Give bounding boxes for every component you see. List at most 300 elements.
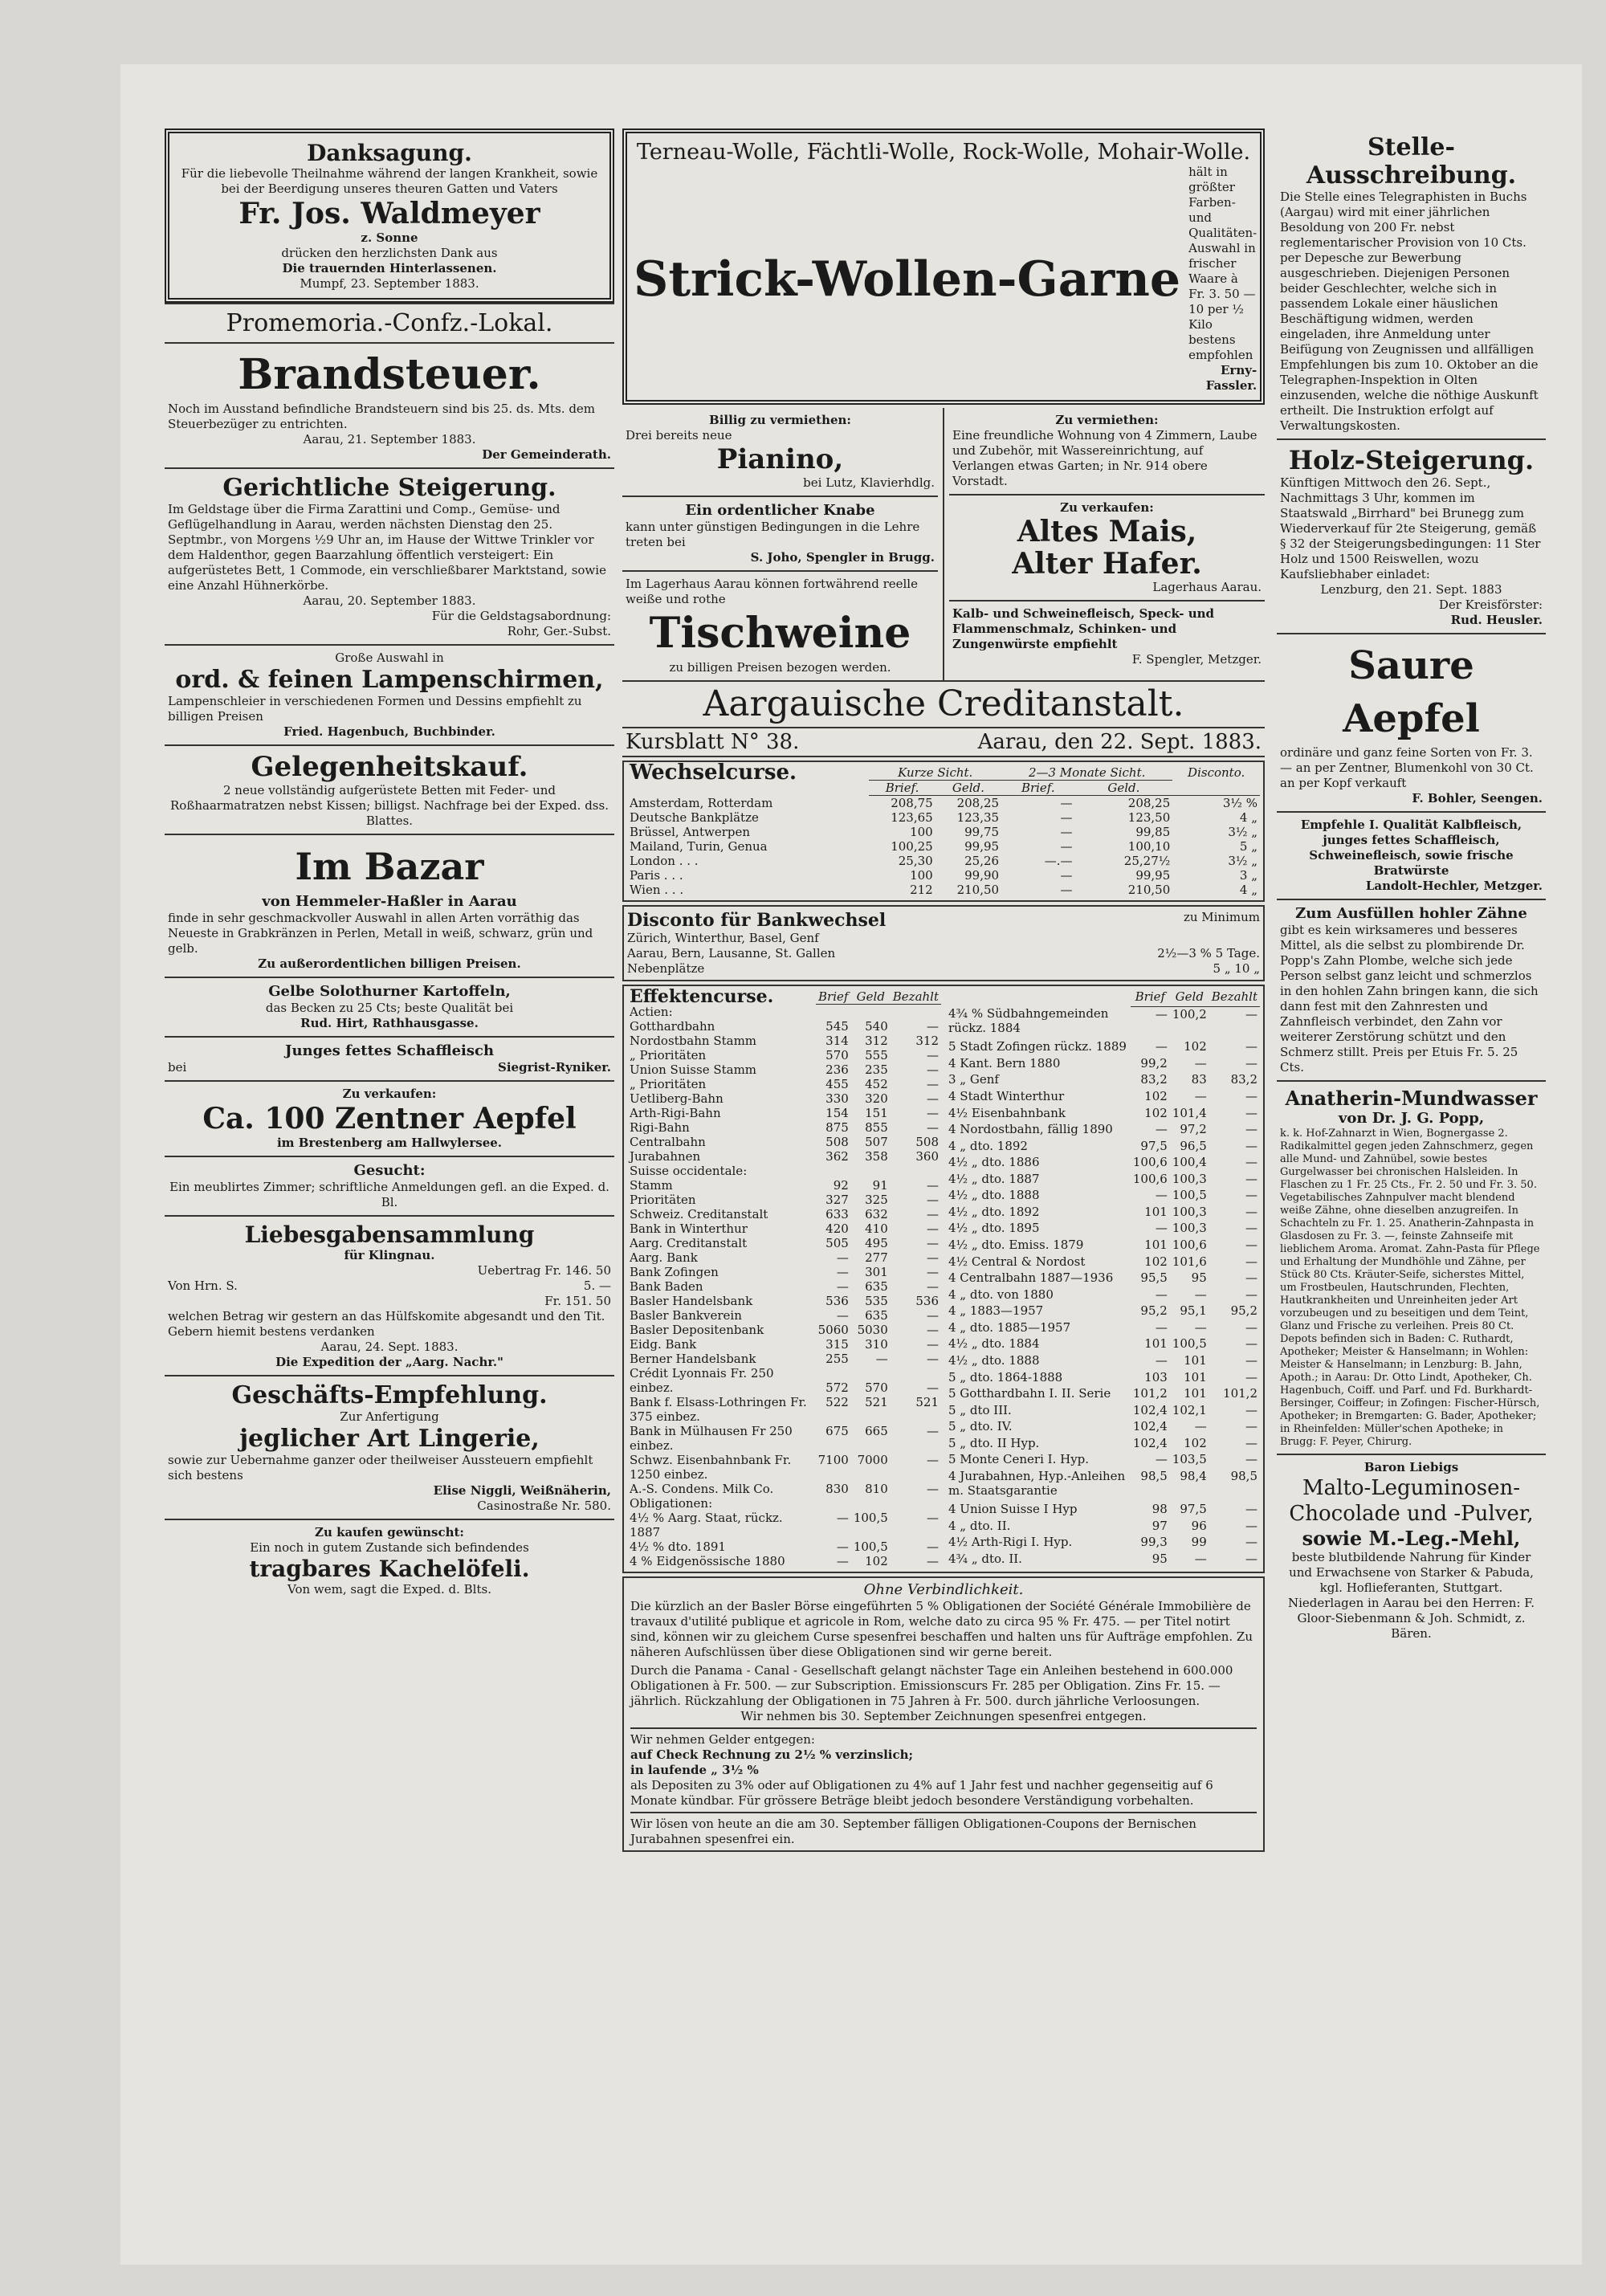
effekt-left-cell: Crédit Lyonnais Fr. 250 — [630, 1365, 774, 1380]
wechsel-cell: Amsterdam, Rotterdam — [630, 795, 773, 810]
tisch-foot: zu billigen Preisen bezogen werden. — [669, 660, 891, 675]
effekt-right-row — [946, 1155, 1260, 1172]
effekt-left-cell: — — [927, 1264, 939, 1279]
brand-date: Aarau, 21. September 1883. — [303, 432, 476, 447]
effekt-right-cell: — — [1155, 1006, 1168, 1022]
wechsel-cell: 25,30 — [898, 854, 933, 868]
kartoffeln-sign: Rud. Hirt, Rathhausgasse. — [300, 1016, 479, 1030]
disc-min: zu Minimum — [1183, 910, 1260, 924]
effekt-right-row — [946, 1436, 1260, 1453]
mais-title1: Altes Mais, — [1017, 515, 1197, 549]
effekt-right-cell: 100,4 — [1172, 1155, 1207, 1170]
tisch-title: Tischweine — [649, 609, 911, 658]
effekt-right-row — [946, 1139, 1260, 1156]
effekt-left-cell: 151 — [865, 1105, 888, 1120]
effekt-left-cell: Jurabahnen — [630, 1148, 701, 1164]
effekt-right-cell: 100,3 — [1172, 1171, 1207, 1186]
effekt-left-row — [627, 1120, 941, 1135]
ad-knabe — [622, 497, 938, 572]
effekt-right-row — [946, 1519, 1260, 1535]
effekt-left-row — [627, 1178, 941, 1193]
effekt-left-cell: 508 — [915, 1134, 939, 1149]
wechsel-cell: 210,50 — [1127, 883, 1171, 897]
ad-danksagung — [165, 128, 614, 303]
wechsel-cell: 3½ % — [1222, 796, 1257, 810]
effekt-left-row — [627, 1554, 941, 1568]
stelle-text: Die Stelle eines Telegraphisten in Buchs (Aargau) wird mit einer jährlichen Besoldung von 200 Fr. nebst reglementarischer Provision von 10 Cts. per Depesche zur Bewerbung ausgeschrieben. Diejenigen Personen beider Geschlechter, welche sich in passendem Lokale einer häuslichen Beschäftigung widmen, werden eingeladen, ihre Anmeldung unter Beifügung von Zeugnissen und allfälligen Empfehlungen bis zum 10. Oktober an die Telegraphen-Inspektion in Olten einzusenden, welche die nöthige Auskunft ertheilt. Die Instruktion erfolgt auf Verwaltungskosten. — [1280, 190, 1539, 433]
gericht-sign2: Rohr, Ger.-Subst. — [507, 624, 611, 638]
effekt-right-cell: 4½ „ dto. 1895 — [948, 1221, 1040, 1236]
effekt-left-cell: 635 — [865, 1279, 888, 1294]
effekt-left-row — [627, 1496, 941, 1511]
effekt-left-cell: 810 — [865, 1481, 888, 1496]
disc-r2: Aarau, Bern, Lausanne, St. Gallen — [627, 946, 836, 960]
effekt-right-cell: 95,1 — [1180, 1303, 1207, 1319]
effekt-right-cell: — — [1194, 1055, 1207, 1071]
effekt-left-cell: 92 — [833, 1177, 849, 1193]
small-ads-left — [622, 408, 944, 680]
effekt-right-cell: 97,5 — [1140, 1138, 1168, 1153]
effekt-left-cell: — — [927, 1192, 939, 1207]
effekt-left-row — [627, 1294, 941, 1308]
ad-gerichtliche-steigerung — [165, 469, 614, 646]
effekt-right-cell: 102,4 — [1132, 1435, 1168, 1450]
dank-date: Mumpf, 23. September 1883. — [300, 276, 479, 291]
effekt-right-cell: 4 Stadt Winterthur — [948, 1088, 1065, 1103]
ad-stelle-ausschreibung — [1277, 128, 1546, 440]
effekt-left-cell: 310 — [865, 1336, 888, 1352]
effekt-left-cell: 455 — [825, 1076, 849, 1091]
effekt-right-cell: — — [1194, 1319, 1207, 1335]
effekt-left-row — [627, 1279, 941, 1294]
effekt-left-cell: — — [927, 1307, 939, 1323]
effekt-left-cell: Eidg. Bank — [630, 1336, 697, 1352]
effekt-left-cell: Bank Zofingen — [630, 1264, 719, 1279]
effekt-left-cell: 100,5 — [853, 1510, 888, 1525]
effekt-right-cell: — — [1245, 1287, 1257, 1302]
effekt-left-row — [627, 1482, 941, 1496]
wechsel-cell: 3 „ — [1239, 868, 1257, 883]
wechsel-cell: 208,25 — [956, 796, 1000, 810]
effekt-right-cell: — — [1245, 1551, 1257, 1566]
effekt-left-cell: Nordostbahn Stamm — [630, 1033, 757, 1048]
effekt-left-cell: Basler Handelsbank — [630, 1293, 753, 1308]
effekt-right-cell: 4 „ dto. II. — [948, 1518, 1011, 1533]
wechsel-cell: 100 — [910, 825, 933, 839]
disc-r3: Nebenplätze — [627, 961, 705, 976]
effekt-left-cell: — — [927, 1423, 939, 1438]
wechsel-cell: Deutsche Bankplätze — [630, 810, 759, 825]
effekt-right-row — [946, 1336, 1260, 1353]
effekt-left-cell: 236 — [825, 1062, 849, 1077]
wechsel-row — [627, 796, 1260, 811]
effekt-left-cell: Obligationen: — [630, 1495, 713, 1511]
credit-kurs: Kursblatt N° 38. — [626, 730, 800, 754]
effekt-right-row — [946, 1254, 1260, 1271]
effekt-left-cell: 5030 — [857, 1322, 888, 1337]
effekt-right-row — [946, 1419, 1260, 1436]
effekt-left-cell: — — [927, 1279, 939, 1294]
effekt-right-cell: 96 — [1191, 1518, 1207, 1533]
piano-sign: bei Lutz, Klavierhdlg. — [803, 475, 935, 490]
wechsel-cell: — — [1060, 796, 1073, 810]
wechsel-cell: — — [1060, 825, 1073, 839]
wechsel-h-geld2: Geld. — [1074, 781, 1172, 796]
effekt-left-cell: — — [927, 1235, 939, 1250]
kachel-text: Ein noch in gutem Zustande sich befindendes — [250, 1540, 529, 1555]
effekt-left-cell: 315 — [825, 1336, 849, 1352]
kachel-title: tragbares Kachelöfeli. — [249, 1556, 530, 1582]
effekt-left-cell: — — [927, 1539, 939, 1554]
effekt-left-rows — [627, 1005, 941, 1568]
effekt-right-cell: 100,3 — [1172, 1204, 1207, 1219]
wechsel-cell: — — [1060, 868, 1073, 883]
effekt-right-row — [946, 1172, 1260, 1189]
wechsel-cell: — — [1060, 839, 1073, 854]
ad-kalbfleisch-spengler — [949, 602, 1265, 672]
effekt-left-row — [627, 1453, 941, 1482]
liebig-text: beste blutbildende Nahrung für Kinder und Erwachsene von Starker & Pabuda, kgl. Hoflieferanten, Stuttgart. — [1289, 1550, 1534, 1595]
effekt-left-cell: — — [927, 1047, 939, 1062]
effekt-left-cell: Actien: — [630, 1004, 673, 1019]
effekt-h-brief-r: Brief — [1131, 989, 1170, 1006]
ad-bazar — [165, 835, 614, 978]
wechsel-row — [627, 825, 1260, 839]
effekt-right-cell: 4 „ dto. von 1880 — [948, 1287, 1054, 1302]
effekt-left-cell — [816, 1496, 851, 1511]
wechsel-cell: — — [1060, 883, 1073, 897]
effekt-right-cell: 99,2 — [1140, 1055, 1168, 1071]
effekt-left-cell: — — [927, 1322, 939, 1337]
effekt-left-cell: Union Suisse Stamm — [630, 1062, 757, 1077]
effekt-right-cell: 5 „ dto. 1864-1888 — [948, 1369, 1063, 1385]
effekt-left-cell: 632 — [865, 1206, 888, 1221]
effekt-left-cell: — — [836, 1264, 849, 1279]
effekt-right-cell: — — [1245, 1435, 1257, 1450]
effekt-right-cell: 101 — [1184, 1386, 1207, 1401]
promemoria-text: Promemoria.-Confz.-Lokal. — [226, 309, 553, 337]
dank-title: Danksagung. — [307, 140, 472, 166]
effekt-h-bez-r: Bezahlt — [1209, 989, 1260, 1006]
knabe-sign: S. Joho, Spengler in Brugg. — [750, 550, 935, 565]
gesucht-text: Ein meublirtes Zimmer; schriftliche Anmeldungen gefl. an die Exped. d. Bl. — [169, 1180, 609, 1209]
effekt-right-cell: 83 — [1191, 1072, 1207, 1087]
effekt-left-cell: 536 — [825, 1293, 849, 1308]
effekt-left-cell — [891, 1366, 941, 1380]
wechsel-row — [627, 868, 1260, 883]
kalb-text: Empfehle I. Qualität Kalbfleisch, junges fettes Schaffleisch, Schweinefleisch, sowie frische Bratwürste — [1300, 818, 1522, 878]
wechsel-cell: —.— — [1044, 854, 1073, 868]
effekt-right-cell: 4¾ % Südbahngemeinden rückz. 1884 — [948, 1006, 1109, 1036]
wechsel-cell: 5 „ — [1239, 839, 1257, 854]
effekt-left-cell: 4 % Eidgenössische 1880 — [630, 1553, 785, 1568]
effekt-right-cell: 100,5 — [1172, 1336, 1207, 1352]
effekt-right-cell: — — [1245, 1088, 1257, 1103]
effekt-right-cell: 4¾ „ dto. II. — [948, 1551, 1022, 1566]
effekt-right-row — [946, 1270, 1260, 1287]
geschaeft-pre: Zur Anfertigung — [340, 1409, 439, 1424]
effekt-right-cell: 102,4 — [1132, 1402, 1168, 1417]
effekt-right-cell: 4½ Eisenbahnbank — [948, 1105, 1066, 1120]
effekt-left-cell — [851, 1496, 891, 1511]
effekt-left-cell: — — [927, 1177, 939, 1193]
effekt-right-cell: 4½ „ dto. 1886 — [948, 1155, 1040, 1170]
effekt-right-cell: — — [1245, 1402, 1257, 1417]
credit-p5: Wir lösen von heute an die am 30. September fälligen Obligationen-Coupons der Bernischen Jurabahnen spesenfrei ein. — [630, 1816, 1196, 1846]
effekt-left-row — [627, 1149, 941, 1164]
effekt-right-cell: 5 Gotthardbahn I. II. Serie — [948, 1386, 1111, 1401]
effekt-right-cell: 98,4 — [1180, 1468, 1207, 1483]
effekt-right-cell: 4 Nordostbahn, fällig 1890 — [948, 1122, 1113, 1137]
holz-sign2: Rud. Heusler. — [1450, 613, 1543, 627]
ad-brandsteuer — [165, 344, 614, 469]
holz-date: Lenzburg, den 21. Sept. 1883 — [1320, 582, 1502, 597]
liebig-pre: Baron Liebigs — [1363, 1460, 1459, 1474]
brand-sign: Der Gemeinderath. — [482, 447, 611, 462]
effekt-left-cell: — — [927, 1380, 939, 1395]
effekt-left-row — [627, 1380, 941, 1395]
effekt-left-cell: Stamm — [630, 1177, 673, 1193]
newspaper-page — [120, 64, 1582, 2265]
kachel-foot: Von wem, sagt die Exped. d. Blts. — [287, 1582, 491, 1597]
disc-r1: Zürich, Winterthur, Basel, Genf — [627, 931, 819, 945]
schaf-sign: Siegrist-Ryniker. — [498, 1060, 611, 1075]
effekt-right-cell: 101 — [1144, 1336, 1168, 1352]
effekt-left-cell — [891, 1164, 941, 1178]
effekt-right-cell: — — [1155, 1319, 1168, 1335]
effekt-right-row — [946, 1056, 1260, 1073]
knabe-title: Ein ordentlicher Knabe — [685, 502, 875, 519]
effekt-left-cell: 522 — [825, 1394, 849, 1409]
wechsel-cell: Brüssel, Antwerpen — [630, 825, 751, 839]
ad-kalbfleisch-landolt — [1277, 813, 1546, 900]
effekt-right-cell: 4 „ dto. 1885—1957 — [948, 1319, 1071, 1335]
effekt-right-cell: 100,3 — [1172, 1221, 1207, 1236]
ad-strick-wollen-garne — [622, 128, 1265, 405]
effekt-left-cell: Prioritäten — [630, 1192, 696, 1207]
wohnung-text: Eine freundliche Wohnung von 4 Zimmern, Laube und Zubehör, mit Wassereinrichtung, auf Verlangen etwas Garten; in Nr. 914 obere Vorstadt. — [952, 428, 1257, 488]
liebig-title: Malto-Leguminosen-Chocolade und -Pulver, — [1289, 1476, 1534, 1526]
lampen-title: ord. & feinen Lampenschirmen, — [175, 666, 604, 694]
effekt-right-row — [946, 1535, 1260, 1552]
effekt-left-cell: Basler Depositenbank — [630, 1322, 764, 1337]
effekt-left-cell: 320 — [865, 1091, 888, 1106]
aepfel-title: Ca. 100 Zentner Aepfel — [202, 1102, 577, 1136]
wechsel-cell: 208,25 — [1127, 796, 1171, 810]
wechsel-h-brief2: Brief. — [1001, 781, 1074, 796]
liebe-sub: für Klingnau. — [344, 1248, 435, 1262]
effekt-left-row — [627, 1193, 941, 1207]
effekt-left-cell: 675 — [825, 1423, 849, 1438]
effekt-left-row — [627, 1265, 941, 1279]
effekt-left-cell: — — [927, 1076, 939, 1091]
bazar-text: finde in sehr geschmackvoller Auswahl in allen Arten vorräthig das Neueste in Grabkränzen in Perlen, Metall in weiß, schwarz, grün und gelb. — [168, 911, 593, 956]
effekt-left-cell: — — [927, 1018, 939, 1034]
effekt-right-cell: 102 — [1144, 1105, 1168, 1120]
disconto-section — [622, 905, 1265, 981]
effekt-left-cell: 508 — [825, 1134, 849, 1149]
kartoffeln-text: das Becken zu 25 Cts; beste Qualität bei — [265, 1001, 514, 1015]
credit-notices — [622, 1576, 1265, 1852]
anatherin-text: k. k. Hof-Zahnarzt in Wien, Bognergasse 2. Radikalmittel gegen jeden Zahnschmerz, gegen alle Mund- und Zahnübel, sowie bestes Gurgelwasser bei chronischen Halsleiden. In Flaschen zu 1 Fr. 25 Cts., Fr. 2. 50 und Fr. 3. 50. Vegetabilisches Zahnpulver macht blendend weiße Zähne, ohne dieselben anzugreifen. In Schachteln zu Fr. 1. 25. Anatherin-Zahnpasta in Glasdosen zu Fr. 3. —, feinste Zahnseife mit lieblichem Aroma. Aromat. Zahn-Pasta für Pflege und Erhaltung der Mundhöhle und Zähne, per Stück 80 Cts. Kräuter-Seife, sicherstes Mittel, um Frostbeulen, Hautschrunden, Flechten, Hautkrankheiten und Unreinheiten jeder Art vorzubeugen und zu beseitigen und dem Teint, Glanz und Frische zu verleihen. Preis 80 Ct. — [1280, 1128, 1540, 1332]
effekt-right-cell: 96,5 — [1180, 1138, 1207, 1153]
effekt-left-cell: — — [875, 1351, 888, 1366]
effekt-right-row — [946, 1452, 1260, 1469]
dank-sign: Die trauernden Hinterlassenen. — [282, 261, 497, 275]
ad-lampenschirme — [165, 646, 614, 746]
effekt-left-cell: 570 — [825, 1047, 849, 1062]
wolle-text: hält in größter Farben- und Qualitäten-Auswahl in frischer Waare à Fr. 3. 50 — 10 per ½ Kilo bestens empfohlen — [1188, 165, 1257, 362]
effekt-left-cell: 4½ % dto. 1891 — [630, 1539, 726, 1554]
ad-saure-aepfel — [1277, 634, 1546, 813]
effekt-left-row — [627, 1062, 941, 1077]
ad-kartoffeln — [165, 978, 614, 1038]
effekt-right-cell: 101 — [1144, 1204, 1168, 1219]
effekt-left-cell: Basler Bankverein — [630, 1307, 742, 1323]
effekt-right-cell: 5 „ dto III. — [948, 1402, 1012, 1417]
lampen-text: Lampenschleier in verschiedenen Formen und Dessins empfiehlt zu billigen Preisen — [168, 694, 582, 724]
fleisch-text: Kalb- und Schweinefleisch, Speck- und Flammenschmalz, Schinken- und Zungenwürste empfiehlt — [952, 606, 1214, 651]
effekt-left-cell — [851, 1366, 891, 1380]
effekt-right-cell: 100,2 — [1172, 1006, 1207, 1022]
effekt-right-cell: 4½ „ dto. 1884 — [948, 1336, 1040, 1352]
wechsel-h-lang: 2—3 Monate Sicht. — [1001, 765, 1172, 781]
effekt-left-row — [627, 1019, 941, 1034]
fleisch-sign: F. Spengler, Metzger. — [1131, 652, 1262, 667]
wechsel-cell: 99,95 — [1135, 868, 1171, 883]
effekt-left-cell: Bank in Mülhausen Fr 250 einbez. — [630, 1423, 793, 1453]
effekt-left-cell — [891, 1496, 941, 1511]
effekt-right-cell: — — [1245, 1369, 1257, 1385]
tisch-text: Im Lagerhaus Aarau können fortwährend reelle weiße und rothe — [626, 577, 918, 606]
effekt-left-cell: — — [927, 1062, 939, 1077]
wolle-top: Terneau-Wolle, Fächtli-Wolle, Rock-Wolle, Mohair-Wolle. — [636, 140, 1251, 165]
effekt-left-cell: — — [836, 1250, 849, 1265]
effekt-left-cell: 154 — [825, 1105, 849, 1120]
effekt-left-row — [627, 1540, 941, 1554]
effekt-left-table — [627, 986, 941, 1568]
wechsel-h-kurz: Kurze Sicht. — [869, 765, 1001, 781]
effekt-right-cell: 95,2 — [1230, 1303, 1257, 1319]
effekt-left-cell — [816, 1005, 851, 1019]
wechsel-cell: 208,75 — [891, 796, 933, 810]
effekt-right-cell: — — [1245, 1535, 1257, 1550]
effekt-left-cell: 255 — [825, 1351, 849, 1366]
wechsel-cell: 100,10 — [1127, 839, 1171, 854]
disc-title: Disconto für Bankwechsel — [627, 910, 887, 931]
wechsel-cell: 3½ „ — [1228, 825, 1257, 839]
effekt-right-cell: — — [1245, 1518, 1257, 1533]
column-middle — [622, 128, 1265, 1852]
effekt-right-cell: 4½ „ dto. 1888 — [948, 1188, 1040, 1203]
effekt-right-cell: 98,5 — [1230, 1468, 1257, 1483]
effekt-left-cell: 301 — [865, 1264, 888, 1279]
wechsel-cell: 25,27½ — [1123, 854, 1171, 868]
effekt-right-row — [946, 1287, 1260, 1304]
effekt-left-cell: — — [927, 1336, 939, 1352]
effekt-left-cell: — — [836, 1307, 849, 1323]
effekt-right-cell: — — [1245, 1138, 1257, 1153]
effekt-right-row — [946, 1403, 1260, 1420]
wechsel-cell: 212 — [910, 883, 933, 897]
effekt-right-row — [946, 1188, 1260, 1205]
effekt-right-row — [946, 1089, 1260, 1106]
ad-kacheloefeli — [165, 1520, 614, 1602]
effekt-left-row — [627, 1511, 941, 1540]
effekt-left-cell: 855 — [865, 1119, 888, 1135]
dank-name: Fr. Jos. Waldmeyer — [238, 197, 540, 230]
effekt-left-cell: — — [927, 1250, 939, 1265]
disc-r12v: 2½—3 % 5 Tage. — [1157, 946, 1260, 960]
effekt-right-cell: — — [1245, 1055, 1257, 1071]
effekt-right-cell: 4 „ dto. 1892 — [948, 1138, 1028, 1153]
effekt-left-row — [627, 1337, 941, 1352]
effekt-right-cell: 101,6 — [1172, 1254, 1207, 1269]
effekt-right-cell: 3 „ Genf — [948, 1072, 999, 1087]
effekt-right-cell: 95 — [1191, 1270, 1207, 1286]
effekt-left-cell: — — [927, 1452, 939, 1467]
effekt-right-cell: 4½ „ dto. 1887 — [948, 1171, 1040, 1186]
effekt-left-cell: 330 — [825, 1091, 849, 1106]
effekt-right-cell: 95 — [1152, 1551, 1168, 1566]
effekt-right-cell: 102 — [1144, 1254, 1168, 1269]
effekt-right-cell: 4½ „ dto. 1892 — [948, 1204, 1040, 1219]
effekt-right-cell: — — [1245, 1452, 1257, 1467]
liebe-sign: Die Expedition der „Aarg. Nachr." — [275, 1355, 503, 1369]
effekt-right-cell: 98 — [1152, 1502, 1168, 1517]
bazar-title: Im Bazar — [295, 845, 484, 888]
effekt-right-cell: 101 — [1144, 1238, 1168, 1253]
mais-title2: Alter Hafer. — [1012, 547, 1202, 581]
effekt-left-cell: Bank Baden — [630, 1279, 703, 1294]
effekt-title: Effektencurse. — [630, 986, 774, 1007]
effekt-right-cell: — — [1245, 1502, 1257, 1517]
effekt-right-cell: — — [1194, 1551, 1207, 1566]
effekt-left-row — [627, 1308, 941, 1323]
creditanstalt-section — [622, 682, 1265, 1852]
brand-text: Noch im Ausstand befindliche Brandsteuern sind bis 25. ds. Mts. dem Steuerbezüger zu entrichten. — [168, 402, 596, 431]
wechsel-cell: Wien . . . — [630, 883, 684, 897]
ad-tischweine — [622, 572, 938, 680]
wohnung-pre: Zu vermiethen: — [1055, 413, 1159, 427]
effekt-right-row — [946, 1106, 1260, 1123]
effekt-right-cell: 4 Jurabahnen, Hyp.-Anleihen m. Staatsgarantie — [948, 1468, 1126, 1498]
wolle-title: Strick-Wollen-Garne — [634, 251, 1181, 308]
effekt-right-cell: 97,2 — [1180, 1122, 1207, 1137]
effekt-left-cell: 665 — [865, 1423, 888, 1438]
gelegen-text: 2 neue vollständig aufgerüstete Betten mit Feder- und Roßhaarmatratzen nebst Kissen; billigst. Nachfrage bei der Exped. dss. Blattes. — [170, 783, 609, 828]
effekt-right-cell: 4 Kant. Bern 1880 — [948, 1055, 1061, 1071]
effekt-left-cell: 314 — [825, 1033, 849, 1048]
effekt-left-cell: 540 — [865, 1018, 888, 1034]
effekt-right-cell: 5 Monte Ceneri I. Hyp. — [948, 1452, 1090, 1467]
wechsel-h-geld1: Geld. — [935, 781, 1001, 796]
effekt-right-cell: 102 — [1184, 1435, 1207, 1450]
credit-p4b: auf Check Rechnung zu 2½ % verzinslich; — [630, 1747, 914, 1762]
effekt-right-cell: 95,2 — [1140, 1303, 1168, 1319]
effekt-right-cell: 99 — [1191, 1535, 1207, 1550]
geschaeft-title2: jeglicher Art Lingerie, — [239, 1425, 540, 1453]
effekt-right-cell: — — [1155, 1287, 1168, 1302]
wechsel-row — [627, 839, 1260, 854]
gericht-title: Gerichtliche Steigerung. — [222, 474, 556, 502]
effekt-left-cell: Berner Handelsbank — [630, 1351, 756, 1366]
effekt-right-cell: 4 Union Suisse I Hyp — [948, 1502, 1078, 1517]
disc-r3v: 5 „ 10 „ — [1213, 961, 1260, 976]
ad-mais-hafer — [949, 495, 1265, 602]
wechsel-cell: 99,90 — [964, 868, 1000, 883]
effekt-right-cell: 101,2 — [1132, 1386, 1168, 1401]
